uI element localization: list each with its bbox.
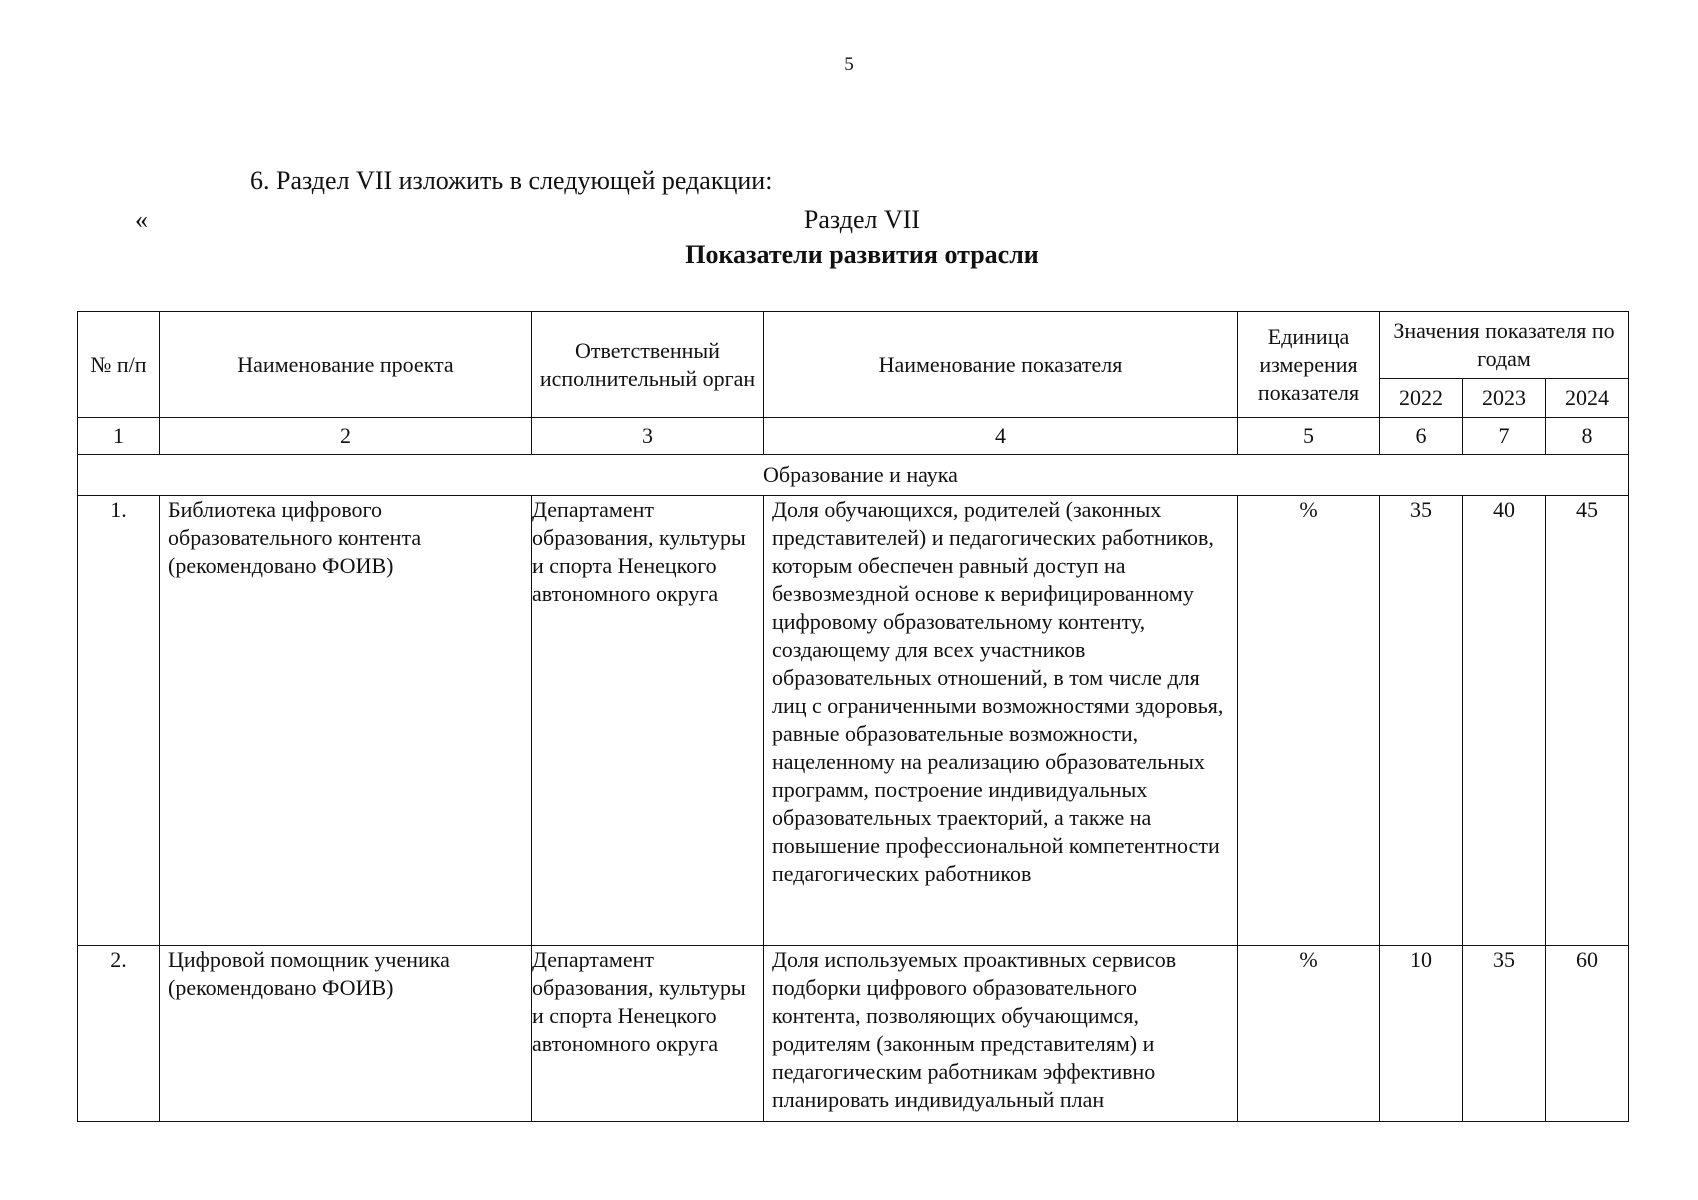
value-2023: 35 [1463,946,1546,1122]
unit: % [1238,946,1380,1122]
indicators-table [77,311,1629,1122]
header-values-group: Значения показателя по годам [1380,312,1629,379]
section-title: Показатели развития отрасли [685,240,1039,269]
section-label: Раздел VII [803,205,921,234]
row-number: 2. [78,946,160,1122]
header-year-2023: 2023 [1463,379,1546,418]
value-2024: 60 [1546,946,1629,1122]
column-number: 8 [1546,418,1629,455]
table-row [78,496,1629,946]
unit: % [1238,496,1380,946]
column-numbers-row [78,418,1629,455]
value-2023: 40 [1463,496,1546,946]
column-number: 6 [1380,418,1463,455]
amendment-instruction: 6. Раздел VII изложить в следующей редакции: [250,166,773,195]
column-number: 5 [1238,418,1380,455]
opening-quote-mark: « [135,205,148,234]
column-number: 7 [1463,418,1546,455]
header-year-2024: 2024 [1546,379,1629,418]
indicator-name: Доля используемых проактивных сервисов подборки цифрового образовательного контента, позволяющих обучающимся, родителям (законным представителям) и педагогическим работникам эффективно планировать индивидуальный план [764,946,1238,1122]
table-row [78,946,1629,1122]
value-2024: 45 [1546,496,1629,946]
group-row [78,455,1629,496]
value-2022: 35 [1380,496,1463,946]
header-project: Наименование проекта [160,312,532,418]
column-number: 1 [78,418,160,455]
header-num: № п/п [78,312,160,418]
column-number: 2 [160,418,532,455]
row-number: 1. [78,496,160,946]
column-number: 3 [532,418,764,455]
page-number: 5 [844,54,854,75]
project-name: Цифровой помощник ученика (рекомендовано ФОИВ) [160,946,532,1122]
value-2022: 10 [1380,946,1463,1122]
header-indicator: Наименование показателя [764,312,1238,418]
header-year-2022: 2022 [1380,379,1463,418]
group-label: Образование и наука [78,455,1629,496]
header-unit: Единица измерения показателя [1238,312,1380,418]
column-number: 4 [764,418,1238,455]
responsible-organ: Департамент образования, культуры и спорта Ненецкого автономного округа [532,496,764,946]
responsible-organ: Департамент образования, культуры и спорта Ненецкого автономного округа [532,946,764,1122]
indicator-name: Доля обучающихся, родителей (законных представителей) и педагогических работников, которым обеспечен равный доступ на безвозмездной основе к верифицированному цифровому образовательному контенту, создающему для всех участников образовательных отношений, в том числе для лиц с ограниченными возможностями здоровья, равные образовательные возможности, нацеленному на реализацию образовательных программ, построение индивидуальных образовательных траекторий, а также на повышение профессиональной компетентности педагогических работников [764,496,1238,946]
header-organ: Ответственный исполнительный орган [532,312,764,418]
project-name: Библиотека цифрового образовательного контента (рекомендовано ФОИВ) [160,496,532,946]
